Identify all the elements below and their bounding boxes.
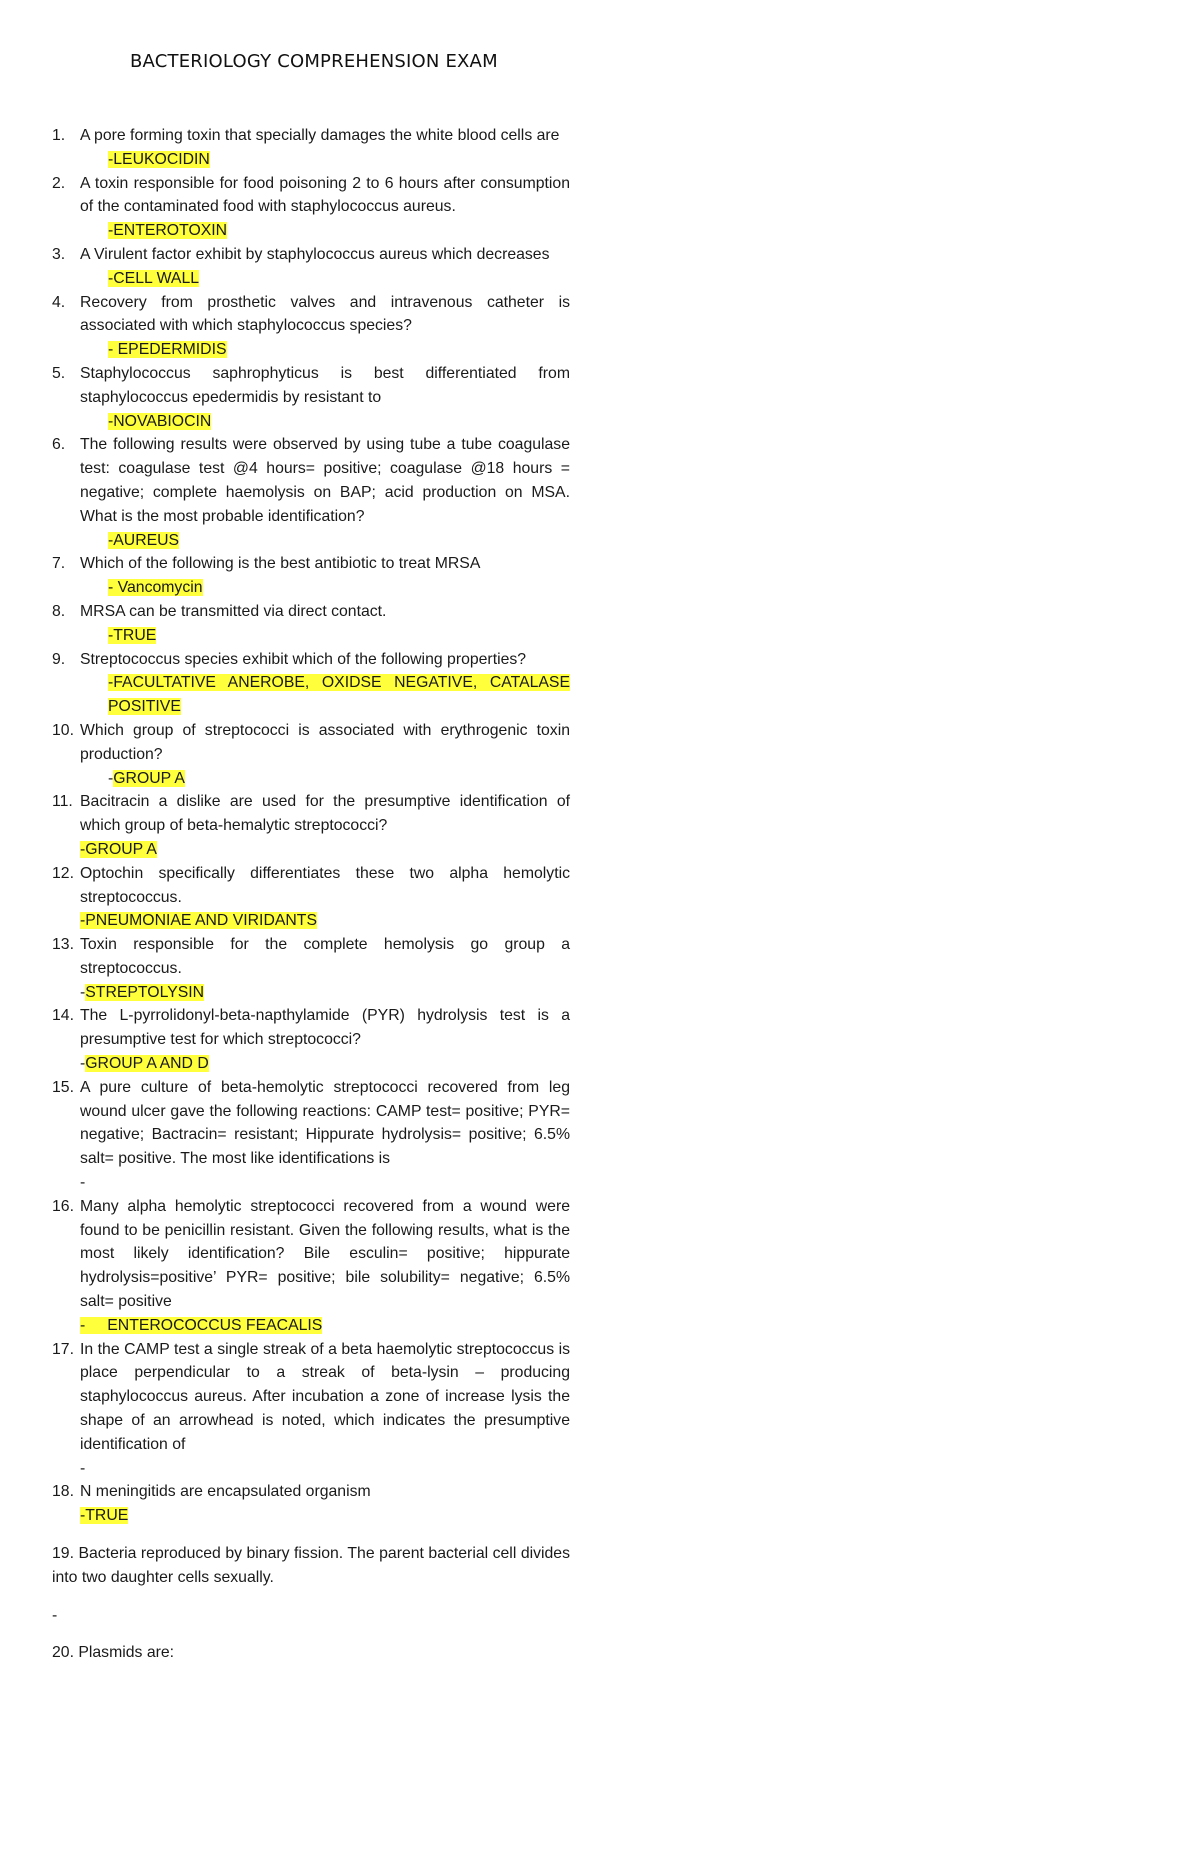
question-16 <box>52 1195 570 1314</box>
question-text: Bacitracin a dislike are used for the presumptive identification of which group of beta-hemalytic streptococci? <box>80 793 570 835</box>
highlighted-answer: -LEUKOCIDIN <box>108 150 210 168</box>
highlighted-answer: -AUREUS <box>108 531 180 549</box>
question-17 <box>52 1338 570 1457</box>
question-6 <box>52 433 570 528</box>
question-number: 7. <box>52 555 66 573</box>
question-text: MRSA can be transmitted via direct contact. <box>80 602 387 620</box>
question-text: The L-pyrrolidonyl-beta-napthylamide (PYR) hydrolysis test is a presumptive test for which streptococci? <box>80 1007 570 1049</box>
question-text: The following results were observed by using tube a tube coagulase test: coagulase test @4 hours= positive; coagulase @18 hours = negative; complete haemolysis on BAP; acid production on MSA. What is the most probable identification? <box>80 436 570 525</box>
answer-3 <box>52 267 570 291</box>
answer-dash: - <box>80 1316 86 1334</box>
question-number: 16. <box>52 1197 74 1215</box>
question-14 <box>52 1004 570 1052</box>
answer-2 <box>52 219 570 243</box>
highlighted-answer: -ENTEROTOXIN <box>108 222 228 240</box>
answer-prefix: - <box>80 1055 86 1073</box>
answer-16 <box>52 1314 570 1338</box>
highlighted-answer: -TRUE <box>108 626 157 644</box>
question-text: Which group of streptococci is associated with erythrogenic toxin production? <box>80 721 570 763</box>
answer-18 <box>52 1504 570 1528</box>
question-12 <box>52 862 570 910</box>
highlighted-answer: -TRUE <box>80 1507 129 1525</box>
answer-7 <box>52 576 570 600</box>
question-7 <box>52 552 570 576</box>
question-text: Streptococcus species exhibit which of the following properties? <box>80 650 527 668</box>
question-text: N meningitids are encapsulated organism <box>80 1483 371 1501</box>
highlighted-answer: GROUP A AND D <box>85 1055 209 1073</box>
question-number: 9. <box>52 650 66 668</box>
question-19: 19. Bacteria reproduced by binary fission. The parent bacterial cell divides into two daughter cells sexually. <box>52 1545 570 1586</box>
question-text: In the CAMP test a single streak of a beta haemolytic streptococcus is place perpendicular to a streak of beta-lysin – producing staphylococcus aureus. After incubation a zone of increase lysis the shape of an arrowhead is noted, which indicates the presumptive identification of <box>80 1340 570 1453</box>
question-number: 3. <box>52 245 66 263</box>
question-11 <box>52 790 570 838</box>
answer-15 <box>52 1171 570 1195</box>
question-number: 14. <box>52 1007 74 1025</box>
question-number: 6. <box>52 436 66 454</box>
question-text: Many alpha hemolytic streptococci recovered from a wound were found to be penicillin resistant. Given the following results, what is the most likely identification? Bile esculin= positive; hippurate hydrolysis=positive’ PYR= positive; bile solubility= negative; 6.5% salt= positive <box>80 1197 570 1311</box>
question-number: 13. <box>52 936 74 954</box>
highlighted-answer: - Vancomycin <box>108 579 203 597</box>
highlighted-answer: STREPTOLYSIN <box>85 983 205 1001</box>
answer-9 <box>52 671 570 719</box>
highlighted-answer: -CELL WALL <box>108 269 200 287</box>
highlighted-answer: -GROUP A <box>80 840 157 858</box>
question-number: 4. <box>52 293 66 311</box>
highlighted-answer: ENTEROCOCCUS FEACALIS <box>107 1316 323 1334</box>
question-3 <box>52 243 570 267</box>
question-text: A Virulent factor exhibit by staphylococcus aureus which decreases <box>80 245 550 263</box>
answer-11 <box>52 838 570 862</box>
answer-19: - <box>52 1606 58 1624</box>
question-15 <box>52 1076 570 1171</box>
answer-5 <box>52 410 570 434</box>
answer-14 <box>52 1052 570 1076</box>
question-text: Optochin specifically differentiates these two alpha hemolytic streptococcus. <box>80 864 570 906</box>
question-13 <box>52 933 570 981</box>
question-number: 11. <box>52 793 73 811</box>
answer-placeholder: - <box>80 1459 86 1477</box>
question-8 <box>52 600 570 624</box>
question-18 <box>52 1480 570 1504</box>
question-number: 5. <box>52 364 66 382</box>
answer-6 <box>52 529 570 553</box>
question-number: 15. <box>52 1078 74 1096</box>
answer-4 <box>52 338 570 362</box>
question-4 <box>52 291 570 339</box>
answer-13 <box>52 981 570 1005</box>
question-number: 8. <box>52 602 66 620</box>
highlighted-answer: - EPEDERMIDIS <box>108 341 227 359</box>
question-2 <box>52 172 570 220</box>
question-text: A pore forming toxin that specially damages the white blood cells are <box>80 127 560 144</box>
highlighted-answer: -PNEUMONIAE AND VIRIDANTS <box>80 912 317 930</box>
answer-17 <box>52 1457 570 1481</box>
highlighted-answer-line <box>80 1317 322 1334</box>
question-text: Recovery from prosthetic valves and intravenous catheter is associated with which staphylococcus species? <box>80 293 570 335</box>
question-number: 1. <box>52 127 66 144</box>
answer-8 <box>52 624 570 648</box>
answer-prefix: - <box>80 983 86 1001</box>
question-number: 17. <box>52 1340 74 1358</box>
question-list <box>52 124 570 1665</box>
answer-placeholder: - <box>80 1174 86 1192</box>
question-5 <box>52 362 570 410</box>
question-number: 10. <box>52 721 74 739</box>
answer-12 <box>52 909 570 933</box>
question-number: 2. <box>52 174 66 192</box>
highlighted-answer: -NOVABIOCIN <box>108 412 212 430</box>
question-text: Which of the following is the best antibiotic to treat MRSA <box>80 555 481 573</box>
question-number: 18. <box>52 1483 74 1501</box>
question-9 <box>52 648 570 672</box>
answer-1 <box>52 148 570 172</box>
question-text: A pure culture of beta-hemolytic streptococci recovered from leg wound ulcer gave the following reactions: CAMP test= positive; PYR= negative; Bactracin= resistant; Hippurate hydrolysis= positive; 6.5% salt= positive. The most like identifications is <box>80 1078 570 1168</box>
answer-10 <box>52 767 570 791</box>
question-20: 20. Plasmids are: <box>52 1644 175 1662</box>
question-1 <box>52 124 570 148</box>
exam-title: BACTERIOLOGY COMPREHENSION EXAM <box>130 51 498 72</box>
question-text: Toxin responsible for the complete hemolysis go group a streptococcus. <box>80 936 570 977</box>
question-number: 12. <box>52 864 74 882</box>
highlighted-answer: -FACULTATIVE ANEROBE, OXIDSE NEGATIVE, CATALASE POSITIVE <box>108 674 570 716</box>
highlighted-answer: GROUP A <box>113 769 185 787</box>
question-text: Staphylococcus saphrophyticus is best differentiated from staphylococcus epedermidis by resistant to <box>80 364 570 406</box>
question-text: A toxin responsible for food poisoning 2 to 6 hours after consumption of the contaminated food with staphylococcus aureus. <box>80 174 570 216</box>
question-10 <box>52 719 570 767</box>
answer-prefix: - <box>108 769 114 787</box>
